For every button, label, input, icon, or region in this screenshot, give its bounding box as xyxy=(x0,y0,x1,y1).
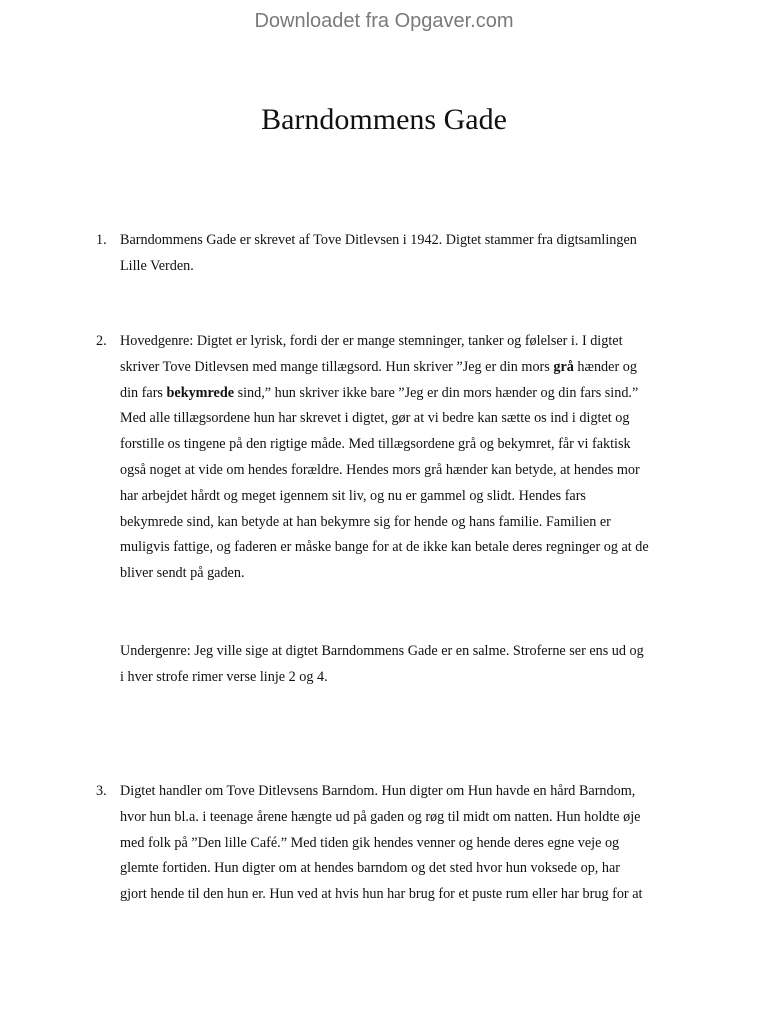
text-line: bliver sendt på gaden. xyxy=(120,565,245,582)
list-number: 2. xyxy=(96,333,107,349)
paragraph xyxy=(120,639,706,691)
text-line: Undergenre: Jeg ville sige at digtet Barndommens Gade er en salme. Stroferne ser ens ud og xyxy=(120,643,644,659)
text-line: bekymrede sind, kan betyde at han bekymre sig for hende og hans familie. Familien er xyxy=(120,513,611,530)
text-line xyxy=(120,355,706,381)
list-item-2 xyxy=(96,329,706,587)
text-segment: sind,” hun skriver ikke bare ”Jeg er din mors hænder og din fars sind.” xyxy=(234,384,639,401)
document-title: Barndommens Gade xyxy=(261,103,507,136)
text-line: Digtet handler om Tove Ditlevsens Barndom. Hun digter om Hun havde en hård Barndom, xyxy=(120,783,636,799)
list-item-1 xyxy=(96,228,706,280)
text-line: gjort hende til den hun er. Hun ved at hvis hun har brug for et puste rum eller har brug for at xyxy=(120,886,643,903)
text-line: i hver strofe rimer verse linje 2 og 4. xyxy=(120,668,328,685)
text-line: Barndommens Gade er skrevet af Tove Ditlevsen i 1942. Digtet stammer fra digtsamlingen xyxy=(120,232,637,248)
paragraph xyxy=(120,779,706,908)
text-line: muligvis fattige, og faderen er måske bange for at de ikke kan betale deres regninger og at de xyxy=(120,539,649,556)
text-line: Lille Verden. xyxy=(120,257,194,274)
text-segment: skriver Tove Ditlevsen med mange tillægsord. Hun skriver ”Jeg er din mors xyxy=(120,358,554,375)
text-line: Hovedgenre: Digtet er lyrisk, fordi der er mange stemninger, tanker og følelser i. I digtet xyxy=(120,333,623,349)
text-line: har arbejdet hårdt og meget igennem sit liv, og nu er gammel og slidt. Hendes fars xyxy=(120,487,586,504)
text-line: forstille os tingene på den rigtige måde. Med tillægsordene grå og bekymret, får vi faktisk xyxy=(120,436,631,453)
paragraph xyxy=(120,228,706,280)
bold-word: grå xyxy=(553,358,574,375)
text-line: glemte fortiden. Hun digter om at hendes barndom og det sted hvor hun voksede op, har xyxy=(120,860,620,877)
text-line: også noget at vide om hendes forældre. Hendes mors grå hænder kan betyde, at hendes mor xyxy=(120,461,640,478)
subgenre-paragraph xyxy=(96,639,706,691)
text-line: hvor hun bl.a. i teenage årene hængte ud på gaden og røg til midt om natten. Hun holdte øje xyxy=(120,808,641,825)
list-number: 3. xyxy=(96,783,107,799)
list-number: 1. xyxy=(96,232,107,248)
watermark: Downloadet fra Opgaver.com xyxy=(254,10,514,32)
text-line: Med alle tillægsordene hun har skrevet i digtet, gør at vi bedre kan sætte os ind i digtet og xyxy=(120,410,630,427)
text-segment: din fars xyxy=(120,384,167,401)
list-item-3 xyxy=(96,779,706,908)
bold-word: bekymrede xyxy=(166,384,235,401)
text-segment: hænder og xyxy=(573,358,637,375)
paragraph xyxy=(120,329,706,587)
text-line: med folk på ”Den lille Café.” Med tiden gik hendes venner og hende deres egne veje og xyxy=(120,834,620,851)
text-line xyxy=(120,381,706,407)
